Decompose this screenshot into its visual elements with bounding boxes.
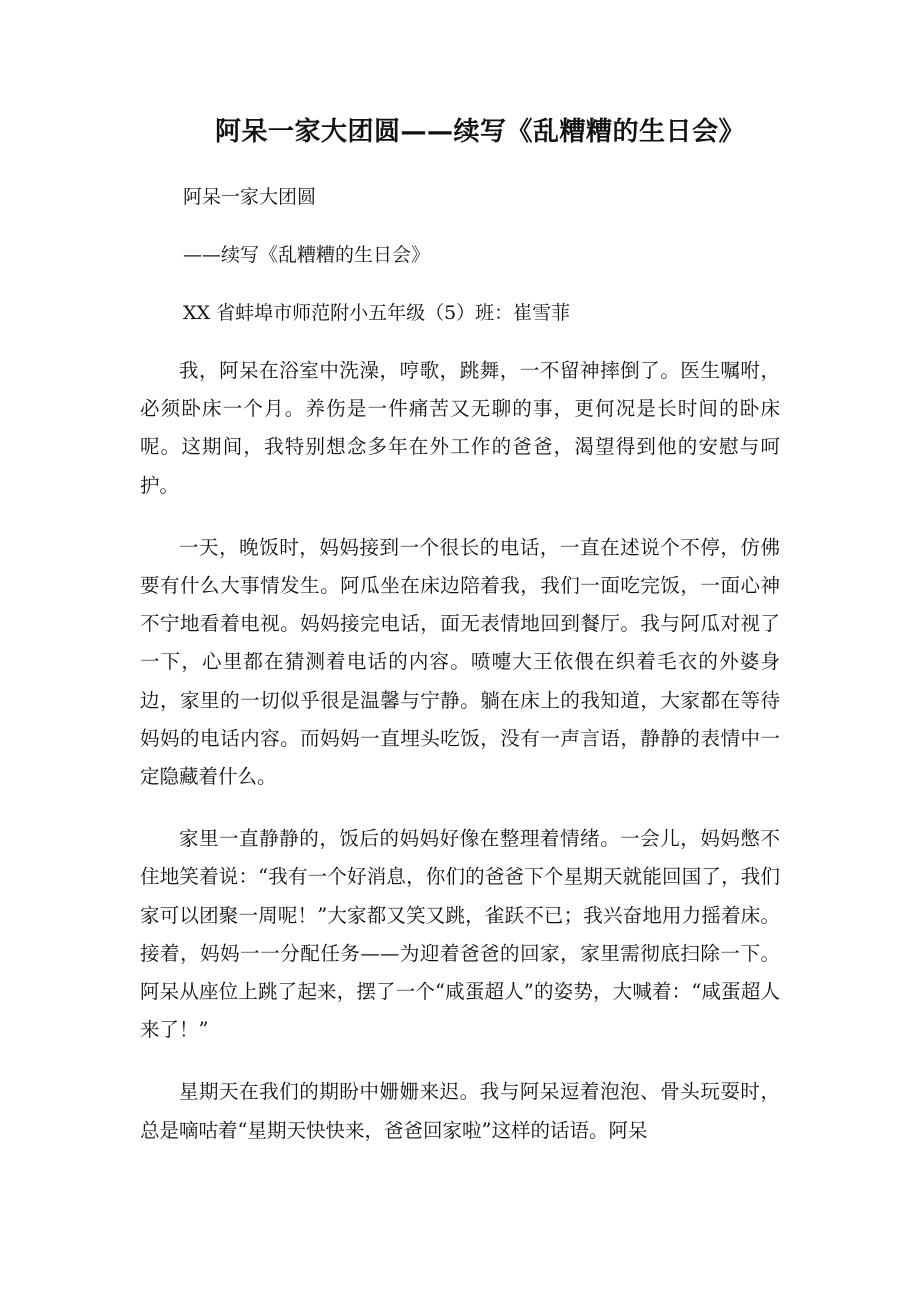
paragraph-4: 星期天在我们的期盼中姗姗来迟。我与阿呆逗着泡泡、骨头玩耍时，总是嘀咕着“星期天快快来，爸爸回家啦”这样的话语。阿呆 xyxy=(140,1080,780,1142)
article-body xyxy=(140,352,780,1174)
author-line: XX 省蚌埠市师范附小五年级（5）班：崔雪菲 xyxy=(183,302,571,324)
subtitle-main: 阿呆一家大团圆 xyxy=(183,186,317,208)
paragraph-1: 我，阿呆在浴室中洗澡，哼歌，跳舞，一不留神摔倒了。医生嘱咐，必须卧床一个月。养伤是一件痛苦又无聊的事，更何况是长时间的卧床呢。这期间，我特别想念多年在外工作的爸爸，渴望得到他的安慰与呵护。 xyxy=(140,359,780,497)
subtitle-sub: ——续写《乱糟糟的生日会》 xyxy=(183,244,431,266)
paragraph-3: 家里一直静静的，饭后的妈妈好像在整理着情绪。一会儿，妈妈憋不住地笑着说：“我有一个好消息，你们的爸爸下个星期天就能回国了，我们家可以团聚一周呢！”大家都又笑又跳，雀跃不已；我兴奋地用力摇着床。接着，妈妈一一分配任务——为迎着爸爸的回家，家里需彻底扫除一下。阿呆从座位上跳了起来，摆了一个“咸蛋超人”的姿势，大喊着：“咸蛋超人来了！” xyxy=(140,827,780,1042)
paragraph-2: 一天，晚饭时，妈妈接到一个很长的电话，一直在述说个不停，仿佛要有什么大事情发生。阿瓜坐在床边陪着我，我们一面吃完饭，一面心神不宁地看着电视。妈妈接完电话，面无表情地回到餐厅。我与阿瓜对视了一下，心里都在猜测着电话的内容。喷嚏大王依偎在织着毛衣的外婆身边，家里的一切似乎很是温馨与宁静。躺在床上的我知道，大家都在等待妈妈的电话内容。而妈妈一直埋头吃饭，没有一声言语，静静的表情中一定隐藏着什么。 xyxy=(140,535,780,789)
document-title: 阿呆一家大团圆——续写《乱糟糟的生日会》 xyxy=(214,117,745,147)
